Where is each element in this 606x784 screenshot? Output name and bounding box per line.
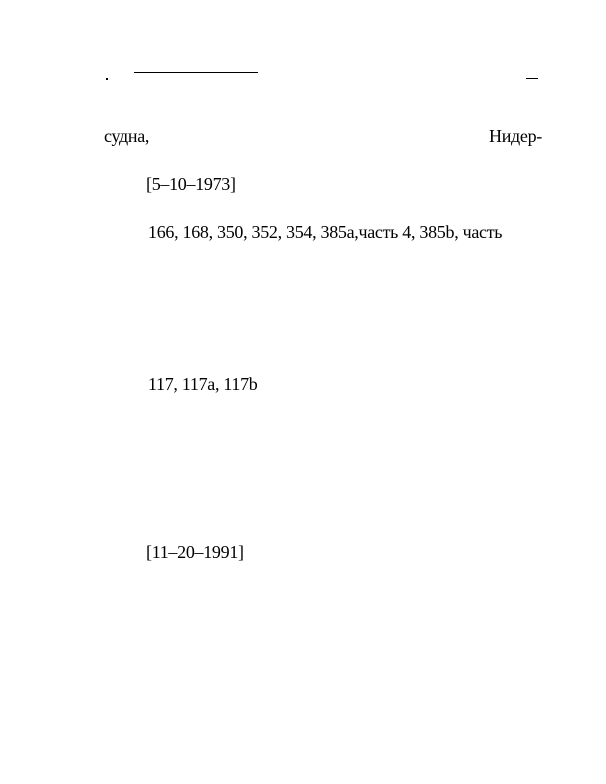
right-word: Нидер- [489,126,542,146]
header-rule [134,72,258,73]
date-1: [5–10–1973] [146,174,236,194]
header-left-mark [106,78,108,80]
references-line-2: 117, 117a, 117b [148,374,258,394]
header-right-mark [526,78,538,79]
references-line: 166, 168, 350, 352, 354, 385a,часть 4, 385b, часть [148,222,503,242]
date-2: [11–20–1991] [146,542,244,562]
left-word: судна, [104,126,150,146]
